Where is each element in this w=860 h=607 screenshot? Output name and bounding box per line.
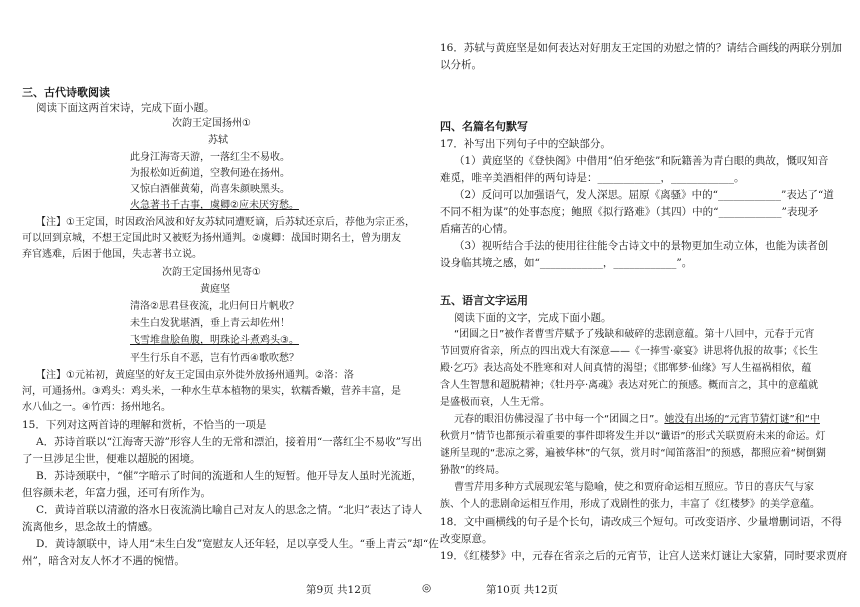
- q17-1: （1）黄庭坚的《登快阁》中借用“伯牙绝弦”和阮籍善为青白眼的典故，慨叹知音: [454, 155, 829, 167]
- section-title-poetry: 三、古代诗歌阅读: [22, 86, 110, 99]
- q17-2-cont: 不同不相为谋”的处事态度；鲍照《拟行路难》（其四）中的“____________”表现矛: [440, 206, 819, 218]
- passage-line: [454, 413, 820, 427]
- intro-text: 阅读下面这两首宋诗，完成下面小题。: [36, 102, 215, 114]
- question-18: 18．文中画横线的句子是个长句，请改成三个短句。可改变语序、少量增删词语，不得: [440, 516, 842, 528]
- poem2-title: 次韵王定国扬州见寄①: [162, 267, 261, 278]
- note2-line: 河，可通扬州。③鸡头：鸡头米，一种水生草本植物的果实，软糯香嫩，营养丰富，是: [22, 386, 401, 397]
- q17-2-cont2: 盾痛苦的心情。: [440, 223, 514, 235]
- passage-line: “团圆之日”被作者曹雪芹赋予了残缺和破碎的悲剧意蕴。第十八回中，元春于元宵: [454, 329, 815, 340]
- section-title-language: 五、语言文字运用: [440, 294, 528, 307]
- section-title-recitation: 四、名篇名句默写: [440, 120, 528, 133]
- question-16-cont: 以分析。: [440, 59, 482, 71]
- option-d-cont: 州”，暗含对友人怀才不遇的惋惜。: [22, 555, 185, 567]
- passage-line: 是盛极而衰，人生无常。: [440, 397, 550, 408]
- question-17: 17．补写出下列句子中的空缺部分。: [440, 138, 611, 150]
- poem2-author: 黄庭坚: [200, 284, 230, 295]
- poem1-author: 苏轼: [208, 135, 228, 146]
- passage-line: 狲散”的终局。: [440, 465, 506, 476]
- passage-line: 曹雪芹用多种方式展现宏笔与隐喻，使之和贾府命运相互照应。节日的喜庆气与家: [454, 482, 814, 493]
- option-c: C．黄诗首联以清澈的洛水日夜流淌比喻自己对友人的思念之情。“北归”表达了诗人: [36, 504, 423, 516]
- poem1-line: 此身江海寄天游，一落红尘不易收。: [130, 152, 290, 163]
- poem2-line: 未生白发犹堪酒，垂上青云却佐州！: [130, 318, 290, 329]
- footer-left-page-number: 第9页 共12页: [306, 584, 372, 596]
- option-a: A．苏诗首联以“江海寄天游”形容人生的无常和漂泊，接着用“一落红尘不易收”写出: [36, 436, 423, 448]
- question-16: 16．苏轼与黄庭坚是如何表达对好朋友王定国的劝慰之情的？请结合画线的两联分别加: [440, 42, 842, 54]
- passage-text: 元春的眼泪仿佛浸湿了书中每一个“团圆之日”。: [454, 414, 665, 425]
- note1-line: 【注】①王定国，时因政治风波和好友苏轼同遭贬谪，后苏轼还京后，荐他为宗正丞，: [36, 217, 415, 228]
- passage-line: 族、个人的悲剧命运相互作用，形成了戏剧性的张力，丰富了《红楼梦》的美学意蕴。: [440, 499, 820, 510]
- q17-2: （2）反问可以加强语气，发人深思。屈原《离骚》中的“____________”表达了“道: [454, 189, 834, 201]
- q17-3-cont: 设身临其境之感，如“____________，____________”。: [440, 257, 693, 269]
- question-19: 19．《红楼梦》中，元春在省亲之后的元宵节，让宫人送来灯谜让大家猜，同时要求贾府: [440, 550, 848, 562]
- poem1-line: 为报松如近蓟道，空教何逊在扬州。: [130, 168, 290, 179]
- poem1-line: 又惊白酒催黄菊，尚喜朱颜映黑头。: [130, 184, 290, 195]
- q17-1-cont: 难觅，唯辛美酒相伴的两句诗是：____________，____________。: [440, 172, 745, 184]
- intro5-text: 阅读下面的文字，完成下面小题。: [454, 312, 612, 324]
- passage-line: 秋赏月”情节也都预示着重要的事件即将发生并以“谶语”的形式关联贾府未来的命运。灯: [440, 431, 826, 442]
- poem1-underlined-line: 火急著书千古事，虞卿②应未厌穷愁。: [130, 200, 299, 211]
- question-15: 15．下列对这两首诗的理解和赏析，不恰当的一项是: [22, 419, 267, 431]
- q17-3: （3）视听结合手法的使用往往能令古诗文中的景物更加生动立体，也能为读者创: [454, 240, 829, 252]
- poem2-line: 平生行乐自不恶，岂有竹西④歌吹愁？: [130, 353, 299, 364]
- passage-line: 节回贾府省亲，所点的四出戏大有深意——《一捧雪·豪宴》讲思将仇报的故事；《长生: [440, 346, 819, 357]
- footer-right-page-number: 第10页 共12页: [486, 584, 559, 596]
- center-mark-icon: ◎: [422, 582, 432, 594]
- note1-line: 可以回到京城，不想王定国此时又被贬为扬州通判。②虞卿：战国时期名士，曾为朋友: [22, 233, 401, 244]
- passage-underlined-text: 她没有出场的“元宵节猜灯谜”和“中: [664, 414, 820, 425]
- passage-line: 殿·乞巧》表达高处不胜寒和对人间真情的渴望；《邯郸梦·仙缘》写人生福祸相依，蕴: [440, 363, 812, 374]
- passage-line: 谜所呈现的“悲凉之雾，遍被华林”的气氛，赏月时“闻笛落泪”的预感，都照应着“树倒猢: [440, 448, 826, 459]
- option-b: B．苏诗颈联中，“催”字暗示了时间的流逝和人生的短暂。他开导友人虽时光流逝，: [36, 470, 422, 482]
- question-18-cont: 改变原意。: [440, 533, 493, 545]
- note1-line: 弃官逃难，后困于他国，失志著书立说。: [22, 249, 202, 260]
- option-b-cont: 但容颜未老，年富力强，还可有所作为。: [22, 487, 211, 499]
- note2-line: 【注】①元祐初，黄庭坚的好友王定国由京外徙外放扬州通判。②洛：洛: [36, 370, 354, 381]
- option-c-cont: 流离他乡，思念故土的情感。: [22, 521, 159, 533]
- poem2-underlined-line: 飞雪堆盘脍鱼腹，明珠论斗煮鸡头③。: [130, 335, 299, 346]
- poem2-line: 清洛②思君昼夜流，北归何日片帆收？: [130, 301, 299, 312]
- option-a-cont: 了一旦涉足尘世，便难以超脱的困境。: [22, 453, 201, 465]
- option-d: D．黄诗颔联中，诗人用“未生白发”宽慰友人还年轻，足以享受人生。“垂上青云”却“佐: [36, 538, 439, 550]
- note2-line: 水八仙之一。④竹西：扬州地名。: [22, 402, 171, 413]
- passage-line: 含人生智慧和超脱精神；《牡丹亭·离魂》表达对死亡的预感。概而言之，其中的意蕴就: [440, 380, 819, 391]
- poem1-title: 次韵王定国扬州①: [172, 118, 251, 129]
